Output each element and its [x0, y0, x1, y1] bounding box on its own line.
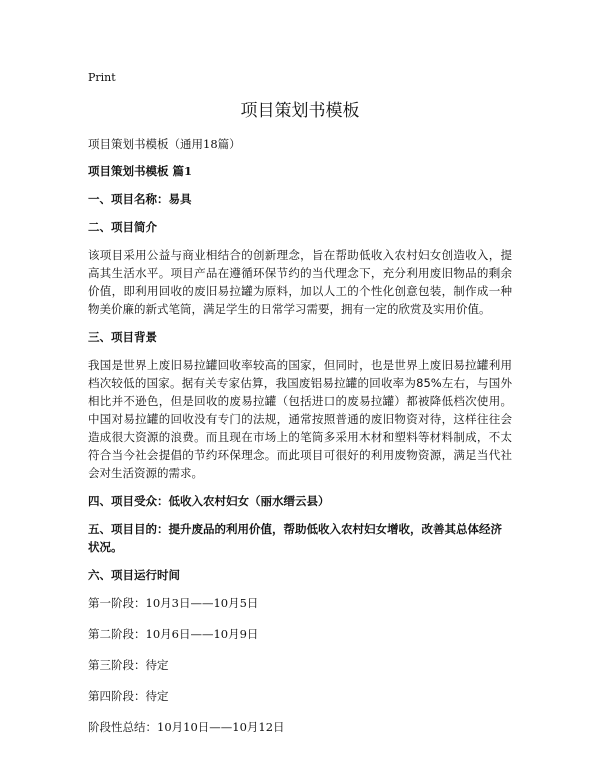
project-background-heading: 三、项目背景	[88, 330, 157, 344]
project-intro-heading: 二、项目简介	[88, 220, 157, 234]
stage-item: 第四阶段：待定	[88, 689, 169, 703]
section-heading: 项目策划书模板 篇1	[88, 164, 193, 178]
project-background-text: 我国是世界上废旧易拉罐回收率较高的国家，但同时，也是世界上废旧易拉罐利用档次较低的国家。据有关专家估算，我国废铝易拉罐的回收率为85%左右，与国外相比并不逊色，但是回收的废易拉罐（包括进口的废易拉罐）都被降低档次使用。中国对易拉罐的回收没有专门的法规，通常按照普通的废旧物资对待，这样往往会造成很大资源的浪费。而且现在市场上的笔筒多采用木材和塑料等材料制成，不太符合当今社会提倡的节约环保理念。而此项目可很好的利用废物资源，满足当代社会对生活资源的需求。	[88, 358, 512, 480]
stage-item: 阶段性总结：10月10日——10月12日	[88, 720, 285, 734]
project-name: 一、项目名称：易具	[88, 192, 192, 206]
stage-item: 第一阶段：10月3日——10月5日	[88, 596, 259, 610]
stage-item: 第三阶段：待定	[88, 658, 169, 672]
document-subtitle: 项目策划书模板（通用18篇）	[88, 137, 241, 151]
stage-item: 第二阶段：10月6日——10月9日	[88, 627, 259, 641]
project-purpose: 五、项目目的：提升废品的利用价值，帮助低收入农村妇女增收，改善其总体经济状况。	[88, 522, 502, 554]
print-label[interactable]: Print	[88, 71, 116, 84]
project-intro-text: 该项目采用公益与商业相结合的创新理念，旨在帮助低收入农村妇女创造收入，提高其生活水平。项目产品在遵循环保节约的当代理念下，充分利用废旧物品的剩余价值，即利用回收的废旧易拉罐为原料，加以人工的个性化创意包装，制作成一种物美价廉的新式笔筒，满足学生的日常学习需要，拥有一定的欣赏及实用价值。	[88, 248, 512, 316]
project-schedule-heading: 六、项目运行时间	[88, 568, 180, 582]
page-title: 项目策划书模板	[240, 101, 360, 121]
project-audience: 四、项目受众：低收入农村妇女（丽水缙云县）	[88, 494, 330, 508]
